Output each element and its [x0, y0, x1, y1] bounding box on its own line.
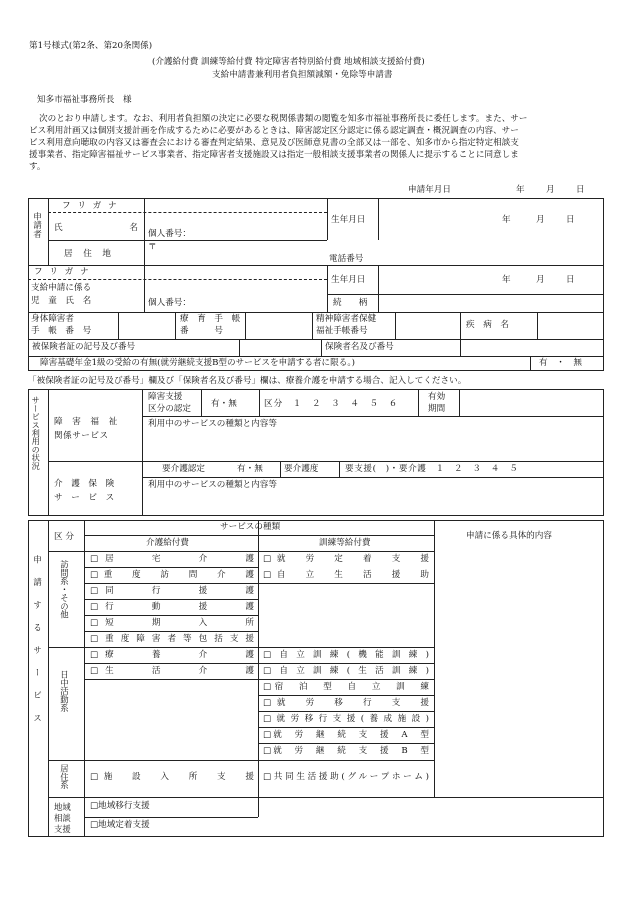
child-name-label-2: 児 童 氏 名: [31, 296, 92, 306]
service-option[interactable]: □就 労 継 続 支 援 B 型: [263, 746, 429, 756]
detail-header: 申請に係る具体的内容: [466, 531, 552, 541]
service-option[interactable]: □宿 泊 型 自 立 訓 練: [263, 682, 429, 692]
form-title-line1: (介護給付費 訓練等給付費 特定障害者特別給付費 地域相談支援給付費): [152, 57, 425, 67]
applicant-section-label: 申請者: [31, 212, 42, 238]
service-option[interactable]: □地域移行支援: [90, 801, 150, 811]
service-option[interactable]: □就 労 定 着 支 援: [263, 554, 429, 564]
service-option[interactable]: □共同生活援助(グループホーム): [263, 772, 429, 782]
care-insurance-label-2: サ ー ビ ス: [54, 493, 115, 503]
valid-period-label-1: 有効: [428, 392, 446, 402]
service-option[interactable]: □重度障害者等包括支援: [90, 634, 254, 644]
valid-period-label-2: 期間: [428, 404, 446, 414]
services-section-label: 申請するサービス: [31, 555, 42, 736]
intro-line-1: 次のとおり申請します。なお、利用者負担額の決定に必要な税関係書類の閲覧を知多市福祉事務所長に委任します。また、サー: [39, 114, 528, 124]
relation-label: 続 柄: [333, 298, 368, 308]
care-cert-label: 要介護認定: [162, 464, 205, 474]
mental-handbook-label-2: 福祉手帳番号: [316, 326, 368, 336]
support-category: 区分 １ ２ ３ ４ ５ ６: [264, 399, 399, 409]
rehab-handbook-label-2: 番 号: [180, 326, 223, 336]
child-mynumber-label: 個人番号：: [148, 298, 191, 308]
care-insurance-label-1: 介 護 保 険: [54, 479, 115, 489]
physical-handbook-label-2: 手 帳 番 号: [31, 326, 92, 336]
disease-label: 疾 病 名: [466, 320, 509, 330]
child-birth-day: 日: [566, 275, 575, 285]
welfare-service-type-label: 利用中のサービスの種類と内容等: [148, 419, 277, 429]
date-day: 日: [576, 185, 585, 195]
service-option[interactable]: □自 立 生 活 援 助: [263, 570, 429, 580]
care-cert-yes-no: 有・無: [237, 464, 263, 474]
child-furigana-label: フ リ ガ ナ: [34, 267, 91, 277]
mental-handbook-label-1: 精神障害者保健: [316, 314, 377, 324]
service-option[interactable]: □重 度 訪 問 介 護: [90, 570, 254, 580]
service-kind-header: サービスの種類: [220, 522, 281, 532]
service-option[interactable]: □同 行 援 護: [90, 586, 254, 596]
date-month: 月: [546, 185, 555, 195]
form-title-line2: 支給申請書兼利用者負担額減額・免除等申請書: [212, 70, 393, 80]
intro-line-4: 援事業者、指定障害福祉サービス事業者、指定障害者支援施設又は指定一般相談支援事業者の関係人に提示することに同意しま: [29, 150, 519, 160]
applicant-birth-label: 生年月日: [331, 215, 366, 225]
service-option[interactable]: □地域定着支援: [90, 820, 150, 830]
child-name-label-1: 支給申請に係る: [31, 283, 92, 293]
physical-handbook-label-1: 身体障害者: [31, 314, 74, 324]
child-birth-month: 月: [536, 275, 545, 285]
group-home-label: 居住系: [59, 764, 70, 790]
rehab-handbook-label-1: 療 育 手 帳: [180, 314, 241, 324]
insurer-label: 保険者名及び番号: [325, 342, 394, 352]
pension-yes-no: 有 ・ 無: [539, 358, 582, 368]
service-option[interactable]: □短 期 入 所: [90, 618, 254, 628]
applicant-birth-day: 日: [566, 215, 575, 225]
support-cert-yes-no: 有・無: [211, 399, 237, 409]
date-year: 年: [516, 185, 525, 195]
service-option[interactable]: □自立訓練(生活訓練): [263, 666, 429, 676]
intro-line-2: ビス利用計画又は個別支援計画を作成するために必要があるときは、障害認定区分認定に係る認定調査・概況調査の内容、サー: [29, 126, 519, 136]
service-option[interactable]: □生 活 介 護: [90, 666, 254, 676]
applicant-birth-year: 年: [502, 215, 511, 225]
service-option[interactable]: □行 動 援 護: [90, 602, 254, 612]
phone-label: 電話番号: [329, 254, 364, 264]
applicant-furigana-label: フ リ ガ ナ: [62, 201, 119, 211]
intro-line-5: す。: [29, 162, 46, 172]
care-service-type-label: 利用中のサービスの種類と内容等: [148, 480, 277, 490]
group-visit-label: 訪問系・その他: [59, 560, 70, 619]
group-day-label: 日中活動系: [59, 670, 70, 712]
intro-line-3: ビス利用意向聴取の内容又は審査会における審査判定結果、意見及び医師意見書の全部又は一部を、知多市から指定特定相談支: [29, 138, 519, 148]
insurance-note: 「被保険者証の記号及び番号」欄及び「保険者名及び番号」欄は、療養介護を申請する場合、記入してください。: [28, 376, 467, 386]
pension-label: 障害基礎年金1級の受給の有無(就労継続支援B型のサービスを申請する者に限る。): [40, 358, 355, 368]
applicant-name-label: 氏 名: [54, 223, 138, 233]
welfare-service-label-2: 関係サービス: [54, 431, 109, 441]
welfare-service-label-1: 障 害 福 祉: [54, 417, 118, 427]
insured-no-label: 被保険者証の記号及び番号: [32, 342, 136, 352]
applicant-address-label: 居 住 地: [64, 249, 112, 259]
addressee: 知多市福祉事務所長 様: [37, 95, 132, 105]
service-option[interactable]: □自立訓練(機能訓練): [263, 650, 429, 660]
care-levels: 要支援( )・要介護 １ ２ ３ ４ ５: [345, 464, 519, 474]
service-option[interactable]: □居 宅 介 護: [90, 554, 254, 564]
service-option[interactable]: □就労移行支援(養成施設): [263, 714, 429, 724]
service-option[interactable]: □施 設 入 所 支 援: [90, 772, 254, 782]
child-birth-label: 生年月日: [331, 275, 366, 285]
service-option[interactable]: □就 労 移 行 支 援: [263, 698, 429, 708]
postal-mark: 〒: [148, 242, 157, 252]
service-option[interactable]: □就 労 継 続 支 援 A 型: [263, 730, 429, 740]
service-option[interactable]: □療 養 介 護: [90, 650, 254, 660]
form-number: 第1号様式(第2条、第20条関係): [29, 41, 153, 51]
usage-section-label: サービス利用の状況: [31, 396, 42, 470]
care-benefit-header: 介護給付費: [146, 538, 189, 548]
applicant-birth-month: 月: [536, 215, 545, 225]
care-degree-label: 要介護度: [284, 464, 319, 474]
group-consult-label: 地域相談支援: [54, 802, 71, 834]
child-birth-year: 年: [502, 275, 511, 285]
category-header: 区 分: [54, 532, 74, 542]
support-cert-label-2: 区分の認定: [148, 404, 191, 414]
applicant-mynumber-label: 個人番号：: [148, 229, 191, 239]
support-cert-label-1: 障害支援: [148, 392, 183, 402]
training-benefit-header: 訓練等給付費: [319, 538, 371, 548]
application-date-label: 申請年月日: [408, 185, 451, 195]
